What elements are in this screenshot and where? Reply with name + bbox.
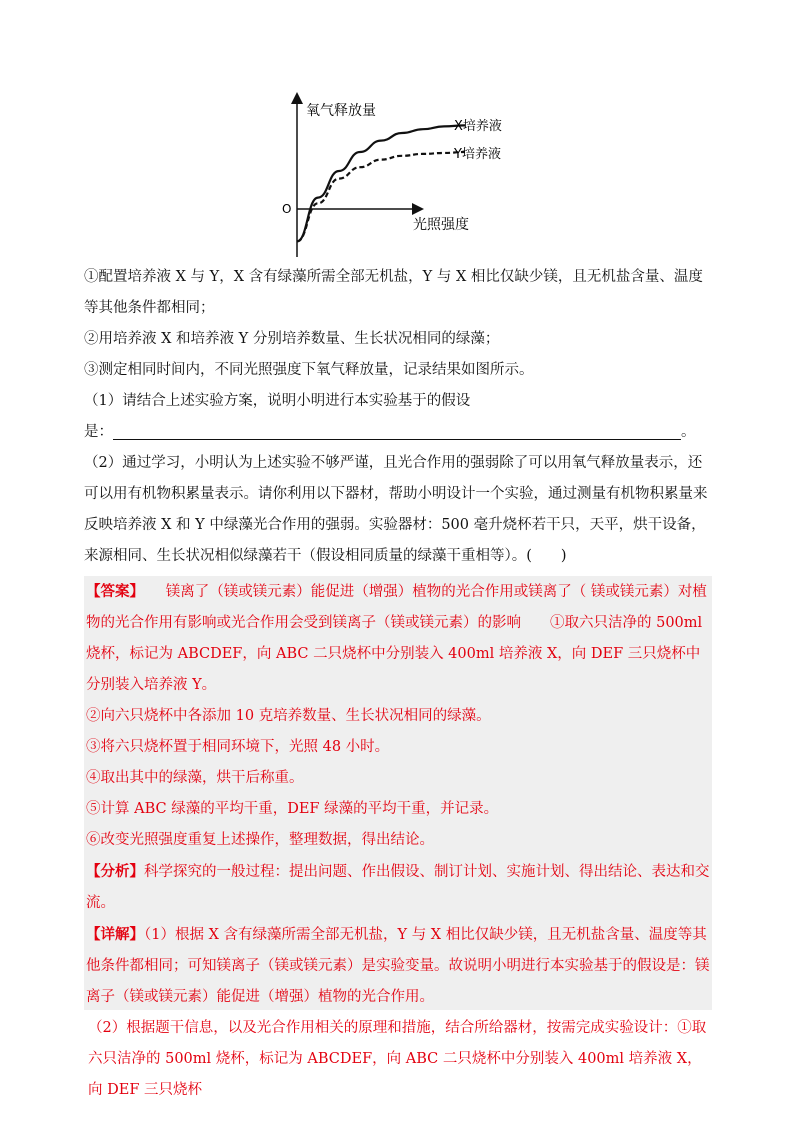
- answer-tag: 【答案】: [86, 583, 137, 600]
- answer-step-2: ②向六只烧杯中各添加 10 克培养数量、生长状况相同的绿藻。: [86, 708, 491, 724]
- y-axis-label: 氧气释放量: [306, 103, 376, 119]
- step-1: ①配置培养液 X 与 Y，X 含有绿藻所需全部无机盐，Y 与 X 相比仅缺少镁，且无机盐含量、温度等其他条件都相同；: [84, 269, 703, 316]
- answer-step-5: ⑤计算 ABC 绿藻的平均干重，DEF 绿藻的平均干重，并记录。: [86, 801, 499, 817]
- q1-prefix: 是：: [84, 424, 113, 440]
- q1-suffix: 。: [681, 424, 696, 440]
- step-3: ③测定相同时间内，不同光照强度下氧气释放量，记录结果如图所示。: [84, 362, 534, 378]
- answer-step-4: ④取出其中的绿藻，烘干后称重。: [86, 770, 304, 786]
- x-axis-label: 光照强度: [413, 217, 469, 233]
- series-label-y: Y培养液: [454, 147, 501, 162]
- oxygen-release-chart: [270, 92, 530, 262]
- answer-section: [84, 576, 712, 1098]
- step-2: ②用培养液 X 和培养液 Y 分别培养数量、生长状况相同的绿藻；: [84, 331, 500, 347]
- answer-blank[interactable]: [113, 421, 681, 440]
- detail-tag: 【详解】: [86, 926, 144, 943]
- answer-step-6: ⑥改变光照强度重复上述操作，整理数据，得出结论。: [86, 832, 434, 848]
- question-1: （1）请结合上述实验方案，说明小明进行本实验基于的假设: [84, 393, 471, 409]
- detail: [86, 919, 710, 1013]
- answer-main: [86, 576, 710, 701]
- question-1-answer-line: [84, 417, 714, 448]
- analysis-text: 科学探究的一般过程：提出问题、作出假设、制订计划、实施计划、得出结论、表达和交流。: [86, 864, 710, 911]
- answer-step-3: ③将六只烧杯置于相同环境下，光照 48 小时。: [86, 739, 390, 755]
- origin-label: O: [282, 202, 292, 216]
- answer-text: 镁离了（镁或镁元素）能促进（增强）植物的光合作用或镁离了（ 镁或镁元素）对植物的光合作用有影响或光合作用会受到镁离子（镁或镁元素）的影响 ①取六只洁净的 500ml 烧杯，标记为 ABCDEF，向 ABC 二只烧杯中分别装入 400ml 培养液 X，向 DEF 三只烧杯中分别装入培养液 Y。: [86, 584, 707, 693]
- series-label-x: X培养液: [454, 119, 502, 134]
- analysis: [86, 856, 710, 919]
- question-steps: [84, 262, 714, 572]
- question-2: （2）通过学习，小明认为上述实验不够严谨，且光合作用的强弱除了可以用氧气释放量表示，还可以用有机物积累量表示。请你利用以下器材，帮助小明设计一个实验，通过测量有机物积累量来反映培养液 X 和 Y 中绿藻光合作用的强弱。实验器材：500 毫升烧杯若干只，天平，烘干设备，来源相同、生长状况相似绿藻若干（假设相同质量的绿藻干重相等）。( ): [84, 455, 708, 564]
- detail-part-2: （2）根据题干信息，以及光合作用相关的原理和措施，结合所给器材，按需完成实验设计：①取六只洁净的 500ml 烧杯，标记为 ABCDEF，向 ABC 二只烧杯中分别装入 400ml 培养液 X，向 DEF 三只烧杯: [88, 1020, 707, 1098]
- detail-text: （1）根据 X 含有绿藻所需全部无机盐，Y 与 X 相比仅缺少镁，且无机盐含量、温度等其他条件都相同；可知镁离子（镁或镁元素）是实验变量。故说明小明进行本实验基于的假设是：镁离子（镁或镁元素）能促进（增强）植物的光合作用。: [86, 927, 710, 1005]
- analysis-tag: 【分析】: [86, 863, 144, 880]
